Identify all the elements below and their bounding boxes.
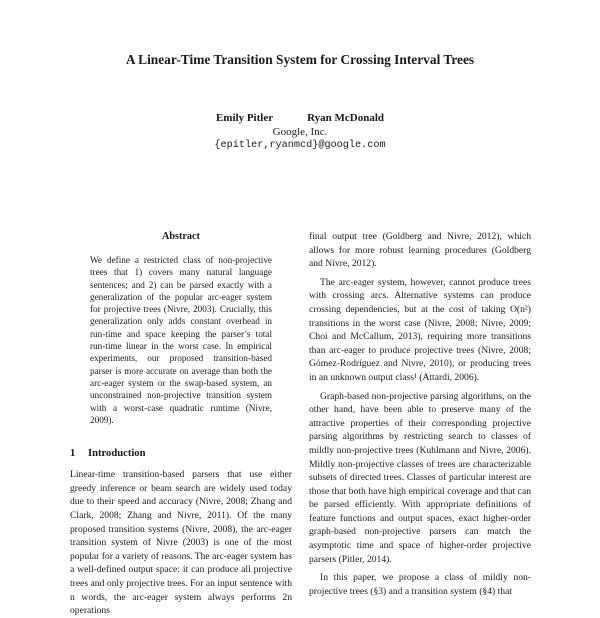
right-column bbox=[309, 230, 531, 598]
section-heading-introduction bbox=[70, 448, 292, 459]
author-email: {epitler,ryanmcd}@google.com bbox=[214, 140, 386, 151]
abstract-heading: Abstract bbox=[162, 231, 200, 242]
section-title: Introduction bbox=[88, 448, 146, 460]
affiliation: Google, Inc. bbox=[272, 126, 328, 138]
left-column bbox=[70, 231, 292, 618]
author-name: Ryan McDonald bbox=[307, 112, 385, 124]
body-paragraph: In this paper, we propose a class of mildly non-projective trees (§3) and a transition system (§4) that bbox=[309, 572, 531, 597]
body-paragraph: The arc-eager system, however, cannot produce trees with crossing arcs. Alternative systems can produce crossing dependencies, but at the cost of taking O(n²) transitions in the worst case (Nivre, 2008; Nivre, 2009; Choi and McCallum, 2013), requiring more transitions than arc-eager to produce projective trees (Nivre, 2008; Gómez-Rodríguez and Nivre, 2010), or producing trees in an unknown output class¹ (Attardi, 2006). bbox=[309, 276, 531, 383]
paper-title: A Linear-Time Transition System for Crossing Interval Trees bbox=[125, 52, 475, 67]
section-number: 1 bbox=[70, 448, 76, 460]
author-block bbox=[0, 111, 600, 153]
abstract-text: We define a restricted class of non-projective trees that 1) covers many natural language sentences; and 2) can be parsed exactly with a generalization of the popular arc-eager system for projective trees (Nivre, 2003). Crucially, this generalization only adds constant overhead in run-time and space keeping the parser’s total run-time linear in the worst case. In empirical experiments, our proposed transition-based parser is more accurate on average than both the arc-eager system or the swap-based system, an unconstrained non-projective transition system with a worst-case quadratic runtime (Nivre, 2009). bbox=[90, 255, 272, 425]
author-name: Emily Pitler bbox=[215, 112, 274, 124]
author-names bbox=[0, 111, 600, 125]
body-paragraph: Graph-based non-projective parsing algorithms, on the other hand, have been able to preserve many of the attractive properties of their corresponding projective parsing algorithms by restricting search to classes of mildly non-projective trees (Kuhlmann and Nivre, 2006). Mildly non-projective classes of trees are characterizable subsets of directed trees. Classes of particular interest are those that both have high empirical coverage and that can be parsed efficiently. With appropriate definitions of feature functions and output spaces, exact higher-order graph-based non-projective parsers can match the asymptotic time and space of higher-order projective parsers (Pitler, 2014). bbox=[309, 390, 531, 565]
introduction-paragraph: Linear-time transition-based parsers that use either greedy inference or beam search are widely used today due to their speed and accuracy (Nivre, 2008; Zhang and Clark, 2008; Zhang and Nivre, 2011). Of the many proposed transition systems (Nivre, 2008), the arc-eager transition system of Nivre (2003) is one of the most popular for a variety of reasons. The arc-eager system has a well-defined output space: it can produce all projective trees and only projective trees. For an input sentence with n words, the arc-eager system always performs 2n operations bbox=[70, 469, 292, 617]
body-paragraph: final output tree (Goldberg and Nivre, 2012), which allows for more robust learning procedures (Goldberg and Nivre, 2012). bbox=[309, 231, 531, 270]
